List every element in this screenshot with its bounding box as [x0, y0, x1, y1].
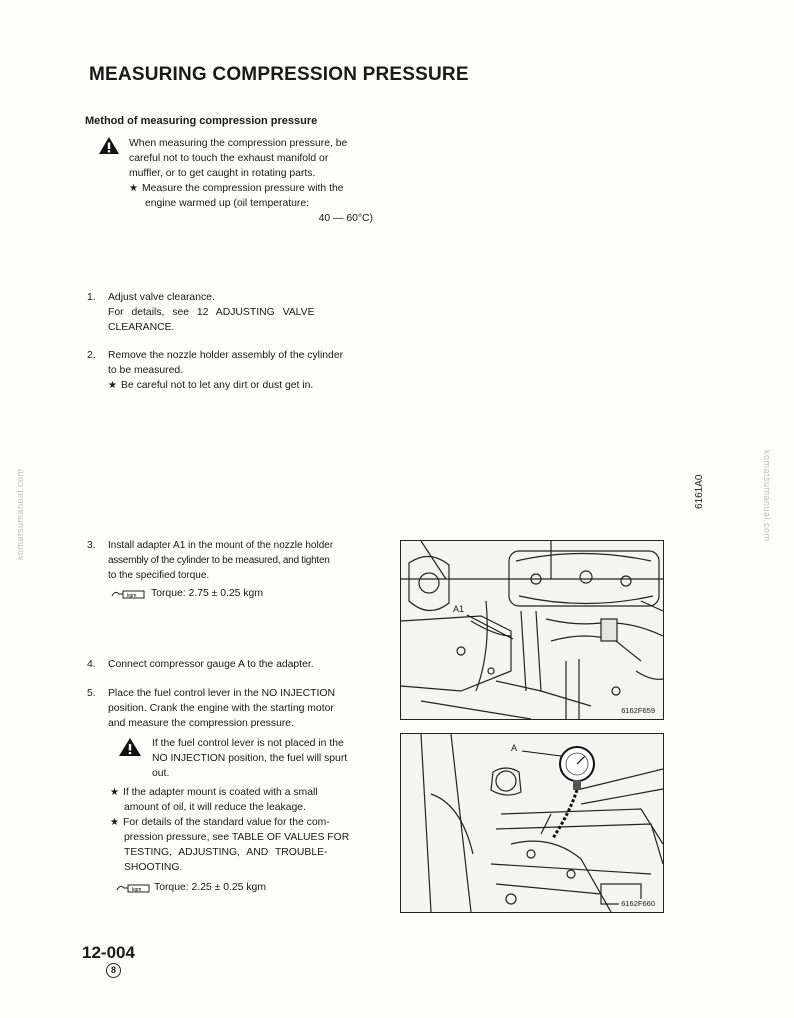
warning-icon [118, 737, 142, 757]
step-1-text: Adjust valve clearance. For details, see 12 ADJUSTING VALVE CLEARANCE. [108, 292, 315, 333]
torque-icon-label: kgm [127, 593, 137, 599]
warning-icon [98, 136, 120, 155]
gauge-illustration [401, 734, 663, 912]
page-number: 12-004 [82, 943, 135, 962]
side-reference-code: 6161A0 [694, 474, 705, 509]
standard-value-note: ★ For details of the standard value for the com- pression pressure, see TABLE OF VALUES FOR TESTING, ADJUSTING, AND TROUBLE- SHOOTING. [110, 815, 380, 875]
temperature-note: ★ Measure the compression pressure with the engine warmed up (oil temperature: 40 — 60°C) [129, 181, 379, 226]
step-number: 2. [87, 350, 96, 361]
safety-warning: When measuring the compression pressure, be careful not to touch the exhaust manifold or muffler, or to get caught in rotating parts. [129, 138, 348, 179]
step-number: 1. [87, 292, 96, 303]
figure-adapter-install [400, 540, 664, 720]
step-2-text: Remove the nozzle holder assembly of the cylinder to be measured. ★ Be careful not to let any dirt or dust get in. [108, 348, 380, 393]
torque-value: Torque: 2.75 ± 0.25 kgm [151, 588, 263, 599]
figure-callout-label: A [511, 743, 518, 753]
step-3-text: Install adapter A1 in the mount of the nozzle holder assembly of the cylinder to be measured, and tighten to the specified torque. [108, 540, 334, 581]
figure-gauge-connect [400, 733, 664, 913]
step-5-text: Place the fuel control lever in the NO INJECTION position. Crank the engine with the starting motor and measure the compression pressure. [108, 688, 335, 729]
leakage-note: ★ If the adapter mount is coated with a small amount of oil, it will reduce the leakage. [110, 785, 380, 815]
figure-callout-label: A1 [453, 604, 465, 614]
torque-value: Torque: 2.25 ± 0.25 kgm [154, 882, 266, 893]
figure-code: 6162F660 [621, 899, 655, 908]
revision-badge: 8 [106, 963, 121, 978]
figure-code: 6162F659 [621, 706, 655, 715]
torque-wrench-icon [111, 588, 145, 600]
fuel-spurt-warning: If the fuel control lever is not placed in the NO INJECTION position, the fuel will spurt out. [152, 738, 348, 779]
step-number: 3. [87, 540, 96, 551]
torque-wrench-icon [116, 882, 150, 894]
section-heading: Method of measuring compression pressure [85, 115, 318, 127]
torque-icon-label: kgm [132, 887, 142, 893]
engine-illustration [401, 541, 663, 719]
step-number: 5. [87, 688, 96, 699]
watermark-right: komatsumanual.com [762, 450, 772, 542]
page-title: MEASURING COMPRESSION PRESSURE [89, 64, 469, 85]
step-number: 4. [87, 659, 96, 670]
step-4-text: Connect compressor gauge A to the adapter. [108, 659, 314, 670]
watermark-left: komatsumanual.com [15, 468, 25, 560]
